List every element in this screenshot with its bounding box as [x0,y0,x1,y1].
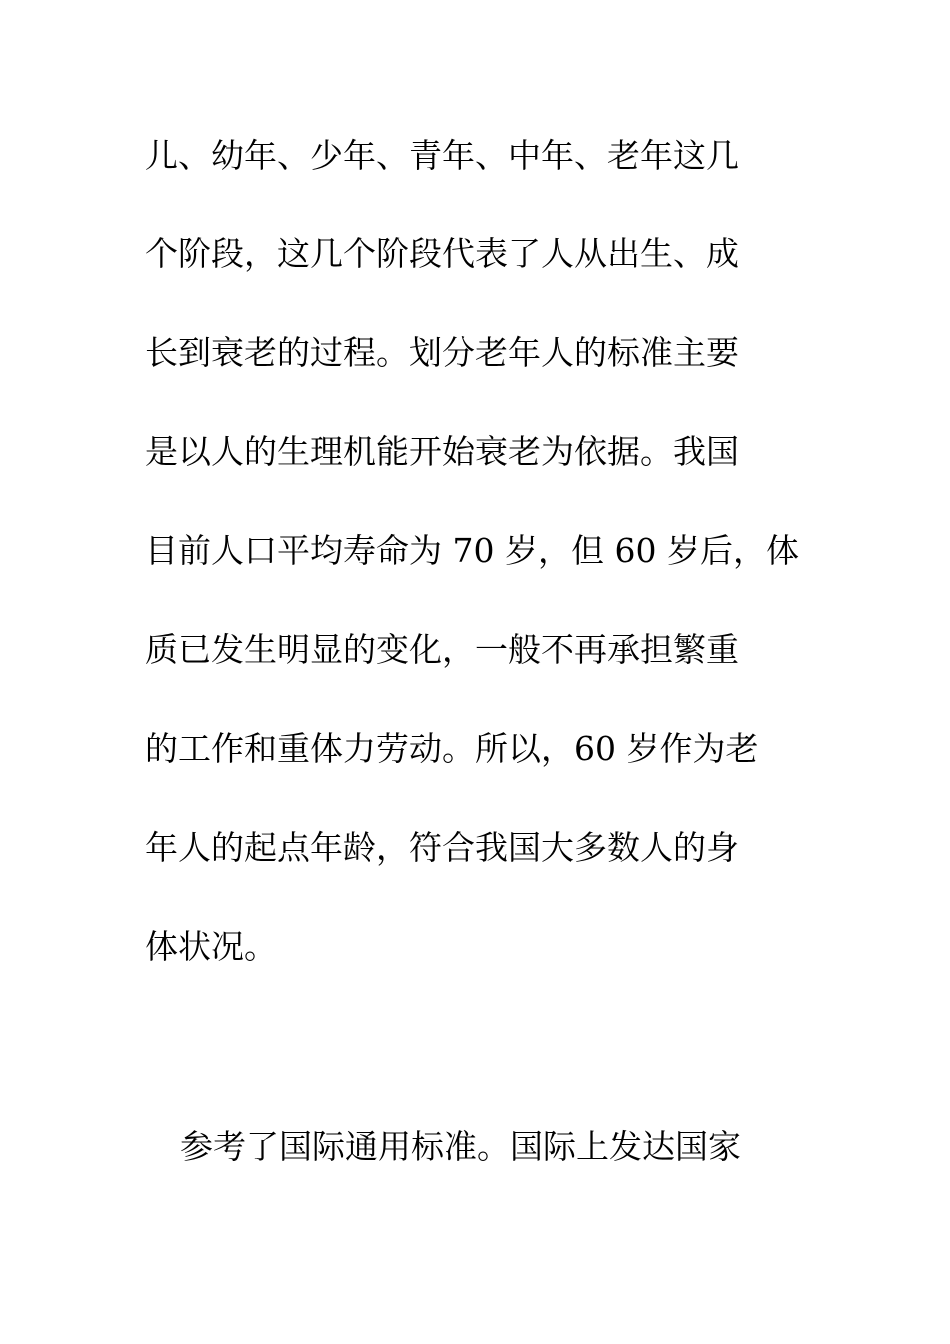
text-line: 的工作和重体力劳动。所以，60 岁作为老 [145,729,759,768]
text-line: 个阶段，这几个阶段代表了人从出生、成 [145,234,739,273]
text-line: 是以人的生理机能开始衰老为依据。我国 [145,432,739,471]
text-line: 儿、幼年、少年、青年、中年、老年这几 [145,136,739,175]
text-line: 年人的起点年龄，符合我国大多数人的身 [145,828,739,867]
text-line: 长到衰老的过程。划分老年人的标准主要 [145,333,739,372]
text-line: 质已发生明显的变化，一般不再承担繁重 [145,630,739,669]
text-line: 目前人口平均寿命为 70 岁，但 60 岁后，体 [145,531,799,570]
text-line: 体状况。 [145,927,277,966]
paragraph-first-line: 参考了国际通用标准。国际上发达国家 [180,1127,741,1166]
